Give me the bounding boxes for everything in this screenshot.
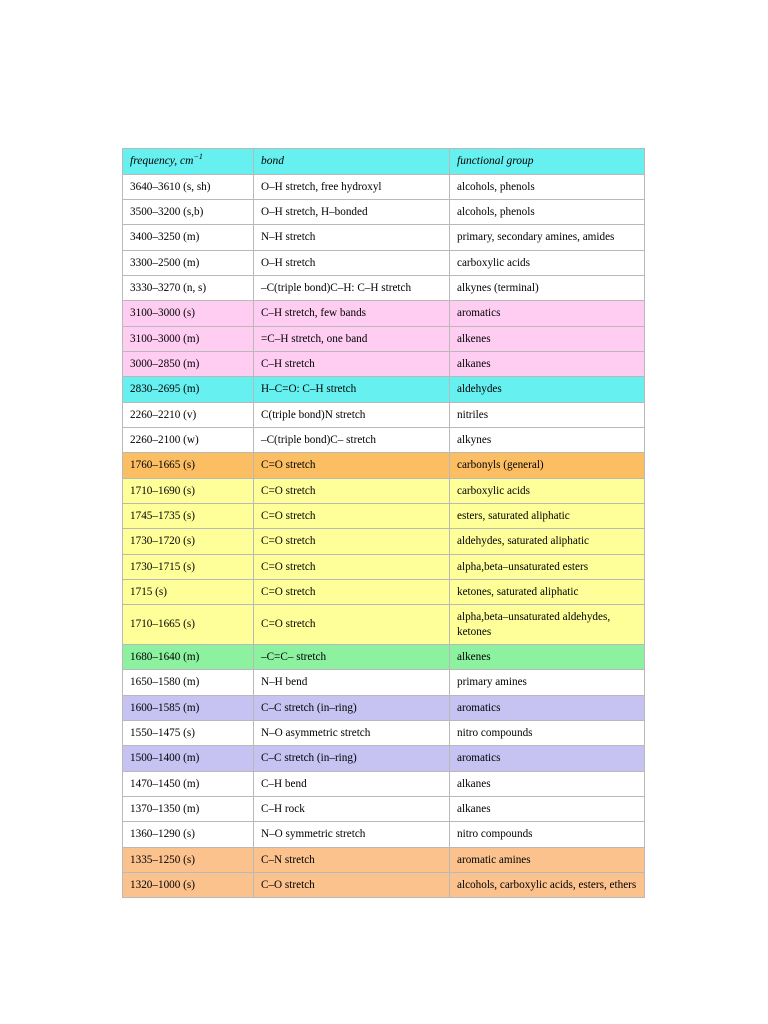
cell-group: alkanes bbox=[450, 796, 645, 821]
cell-bond: C–H rock bbox=[254, 796, 450, 821]
cell-frequency: 2830–2695 (m) bbox=[123, 377, 254, 402]
table-row bbox=[123, 200, 645, 225]
cell-bond: C=O stretch bbox=[254, 529, 450, 554]
cell-bond: C(triple bond)N stretch bbox=[254, 402, 450, 427]
table-row bbox=[123, 377, 645, 402]
column-header-frequency-superscript: −1 bbox=[193, 152, 203, 162]
column-header-frequency bbox=[123, 149, 254, 175]
table-row bbox=[123, 695, 645, 720]
cell-bond: C–C stretch (in–ring) bbox=[254, 746, 450, 771]
table-row bbox=[123, 605, 645, 645]
cell-group: carbonyls (general) bbox=[450, 453, 645, 478]
cell-bond: –C(triple bond)C–H: C–H stretch bbox=[254, 276, 450, 301]
cell-group: aldehydes bbox=[450, 377, 645, 402]
table-row bbox=[123, 529, 645, 554]
cell-frequency: 1710–1665 (s) bbox=[123, 605, 254, 645]
cell-bond: N–O symmetric stretch bbox=[254, 822, 450, 847]
cell-frequency: 1680–1640 (m) bbox=[123, 644, 254, 669]
cell-bond: –C=C– stretch bbox=[254, 644, 450, 669]
table-row bbox=[123, 644, 645, 669]
cell-bond: C=O stretch bbox=[254, 554, 450, 579]
cell-frequency: 1745–1735 (s) bbox=[123, 503, 254, 528]
cell-group: alcohols, phenols bbox=[450, 174, 645, 199]
cell-frequency: 3400–3250 (m) bbox=[123, 225, 254, 250]
cell-bond: O–H stretch, free hydroxyl bbox=[254, 174, 450, 199]
cell-frequency: 1335–1250 (s) bbox=[123, 847, 254, 872]
cell-group: alkenes bbox=[450, 644, 645, 669]
table-row bbox=[123, 174, 645, 199]
cell-bond: O–H stretch, H–bonded bbox=[254, 200, 450, 225]
cell-bond: C–C stretch (in–ring) bbox=[254, 695, 450, 720]
cell-bond: C=O stretch bbox=[254, 579, 450, 604]
cell-group: ketones, saturated aliphatic bbox=[450, 579, 645, 604]
cell-group: alcohols, carboxylic acids, esters, ethers bbox=[450, 872, 645, 897]
cell-frequency: 3100–3000 (m) bbox=[123, 326, 254, 351]
table-row bbox=[123, 872, 645, 897]
cell-bond: C–O stretch bbox=[254, 872, 450, 897]
cell-group: alkenes bbox=[450, 326, 645, 351]
cell-bond: –C(triple bond)C– stretch bbox=[254, 428, 450, 453]
cell-group: carboxylic acids bbox=[450, 478, 645, 503]
table-row bbox=[123, 276, 645, 301]
cell-frequency: 1730–1720 (s) bbox=[123, 529, 254, 554]
table-row bbox=[123, 670, 645, 695]
cell-group: aromatics bbox=[450, 301, 645, 326]
cell-frequency: 1360–1290 (s) bbox=[123, 822, 254, 847]
cell-bond: N–O asymmetric stretch bbox=[254, 720, 450, 745]
table-row bbox=[123, 847, 645, 872]
cell-group: aromatics bbox=[450, 746, 645, 771]
cell-group: alkanes bbox=[450, 352, 645, 377]
cell-bond: C=O stretch bbox=[254, 453, 450, 478]
table-row bbox=[123, 225, 645, 250]
table-row bbox=[123, 326, 645, 351]
cell-bond: C–H stretch bbox=[254, 352, 450, 377]
cell-group: alkanes bbox=[450, 771, 645, 796]
cell-frequency: 1370–1350 (m) bbox=[123, 796, 254, 821]
cell-group: carboxylic acids bbox=[450, 250, 645, 275]
cell-frequency: 3640–3610 (s, sh) bbox=[123, 174, 254, 199]
cell-frequency: 1550–1475 (s) bbox=[123, 720, 254, 745]
table-row bbox=[123, 579, 645, 604]
table-row bbox=[123, 352, 645, 377]
cell-group: alpha,beta–unsaturated esters bbox=[450, 554, 645, 579]
cell-group: alkynes (terminal) bbox=[450, 276, 645, 301]
cell-group: aldehydes, saturated aliphatic bbox=[450, 529, 645, 554]
cell-frequency: 1760–1665 (s) bbox=[123, 453, 254, 478]
column-header-functional-group: functional group bbox=[450, 149, 645, 175]
cell-bond: C–H bend bbox=[254, 771, 450, 796]
cell-group: alkynes bbox=[450, 428, 645, 453]
table-header-row bbox=[123, 149, 645, 175]
cell-bond: N–H bend bbox=[254, 670, 450, 695]
table-row bbox=[123, 503, 645, 528]
table-row bbox=[123, 822, 645, 847]
cell-group: aromatic amines bbox=[450, 847, 645, 872]
cell-frequency: 2260–2100 (w) bbox=[123, 428, 254, 453]
cell-bond: N–H stretch bbox=[254, 225, 450, 250]
cell-group: nitro compounds bbox=[450, 720, 645, 745]
cell-frequency: 1320–1000 (s) bbox=[123, 872, 254, 897]
table-row bbox=[123, 402, 645, 427]
table-row bbox=[123, 301, 645, 326]
cell-group: alpha,beta–unsaturated aldehydes, ketones bbox=[450, 605, 645, 645]
cell-bond: C=O stretch bbox=[254, 605, 450, 645]
cell-frequency: 2260–2210 (v) bbox=[123, 402, 254, 427]
cell-group: primary amines bbox=[450, 670, 645, 695]
cell-bond: H–C=O: C–H stretch bbox=[254, 377, 450, 402]
cell-frequency: 3500–3200 (s,b) bbox=[123, 200, 254, 225]
table-row bbox=[123, 478, 645, 503]
cell-frequency: 1650–1580 (m) bbox=[123, 670, 254, 695]
column-header-frequency-label: frequency, cm bbox=[130, 155, 194, 167]
table-row bbox=[123, 453, 645, 478]
cell-frequency: 1600–1585 (m) bbox=[123, 695, 254, 720]
cell-bond: C–H stretch, few bands bbox=[254, 301, 450, 326]
table-header bbox=[123, 149, 645, 175]
cell-group: esters, saturated aliphatic bbox=[450, 503, 645, 528]
table-row bbox=[123, 746, 645, 771]
cell-frequency: 1500–1400 (m) bbox=[123, 746, 254, 771]
cell-group: primary, secondary amines, amides bbox=[450, 225, 645, 250]
cell-frequency: 1710–1690 (s) bbox=[123, 478, 254, 503]
cell-group: nitro compounds bbox=[450, 822, 645, 847]
cell-group: nitriles bbox=[450, 402, 645, 427]
table-row bbox=[123, 250, 645, 275]
table-row bbox=[123, 720, 645, 745]
cell-frequency: 3000–2850 (m) bbox=[123, 352, 254, 377]
column-header-bond: bond bbox=[254, 149, 450, 175]
cell-frequency: 3100–3000 (s) bbox=[123, 301, 254, 326]
cell-group: aromatics bbox=[450, 695, 645, 720]
table-body bbox=[123, 174, 645, 898]
cell-frequency: 1730–1715 (s) bbox=[123, 554, 254, 579]
cell-frequency: 1715 (s) bbox=[123, 579, 254, 604]
cell-bond: =C–H stretch, one band bbox=[254, 326, 450, 351]
cell-frequency: 1470–1450 (m) bbox=[123, 771, 254, 796]
cell-bond: C=O stretch bbox=[254, 478, 450, 503]
table-row bbox=[123, 771, 645, 796]
cell-group: alcohols, phenols bbox=[450, 200, 645, 225]
ir-frequency-table-wrapper bbox=[122, 148, 644, 898]
table-row bbox=[123, 796, 645, 821]
cell-bond: C–N stretch bbox=[254, 847, 450, 872]
cell-bond: O–H stretch bbox=[254, 250, 450, 275]
cell-frequency: 3300–2500 (m) bbox=[123, 250, 254, 275]
cell-frequency: 3330–3270 (n, s) bbox=[123, 276, 254, 301]
cell-bond: C=O stretch bbox=[254, 503, 450, 528]
ir-frequency-table bbox=[122, 148, 645, 898]
table-row bbox=[123, 554, 645, 579]
table-row bbox=[123, 428, 645, 453]
